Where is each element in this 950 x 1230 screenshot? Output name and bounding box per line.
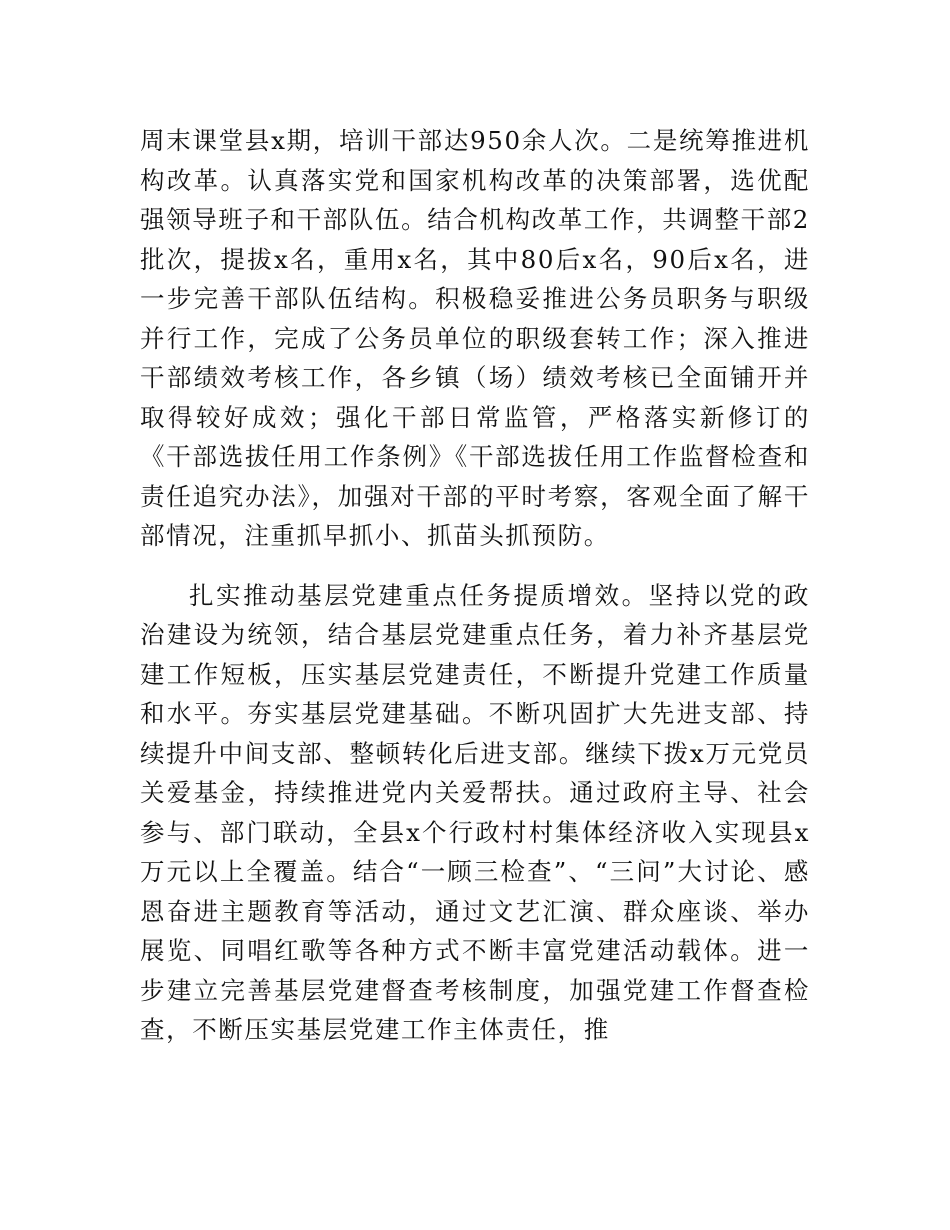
document-body [140, 121, 810, 1050]
paragraph-party-building: 扎实推动基层党建重点任务提质增效。坚持以党的政治建设为统领，结合基层党建重点任务，着力补齐基层党建工作短板，压实基层党建责任，不断提升党建工作质量和水平。夯实基层党建基础。不断巩固扩大先进支部、持续提升中间支部、整顿转化后进支部。继续下拨x万元党员关爱基金，持续推进党内关爱帮扶。通过政府主导、社会参与、部门联动，全县x个行政村村集体经济收入实现县x万元以上全覆盖。结合“一顾三检查”、“三问”大讨论、感恩奋进主题教育等活动，通过文艺汇演、群众座谈、举办展览、同唱红歌等各种方式不断丰富党建活动载体。进一步建立完善基层党建督查考核制度，加强党建工作督查检查，不断压实基层党建工作主体责任，推 [140, 580, 810, 1044]
paragraph-continuation: 周末课堂县x期，培训干部达950余人次。二是统筹推进机构改革。认真落实党和国家机构改革的决策部署，选优配强领导班子和干部队伍。结合机构改革工作，共调整干部2批次，提拔x名，重用x名，其中80后x名，90后x名，进一步完善干部队伍结构。积极稳妥推进公务员职务与职级并行工作，完成了公务员单位的职级套转工作；深入推进干部绩效考核工作，各乡镇（场）绩效考核已全面铺开并取得较好成效；强化干部日常监管，严格落实新修订的《干部选拔任用工作条例》《干部选拔任用工作监督检查和责任追究办法》，加强对干部的平时考察，客观全面了解干部情况，注重抓早抓小、抓苗头抓预防。 [140, 126, 810, 550]
